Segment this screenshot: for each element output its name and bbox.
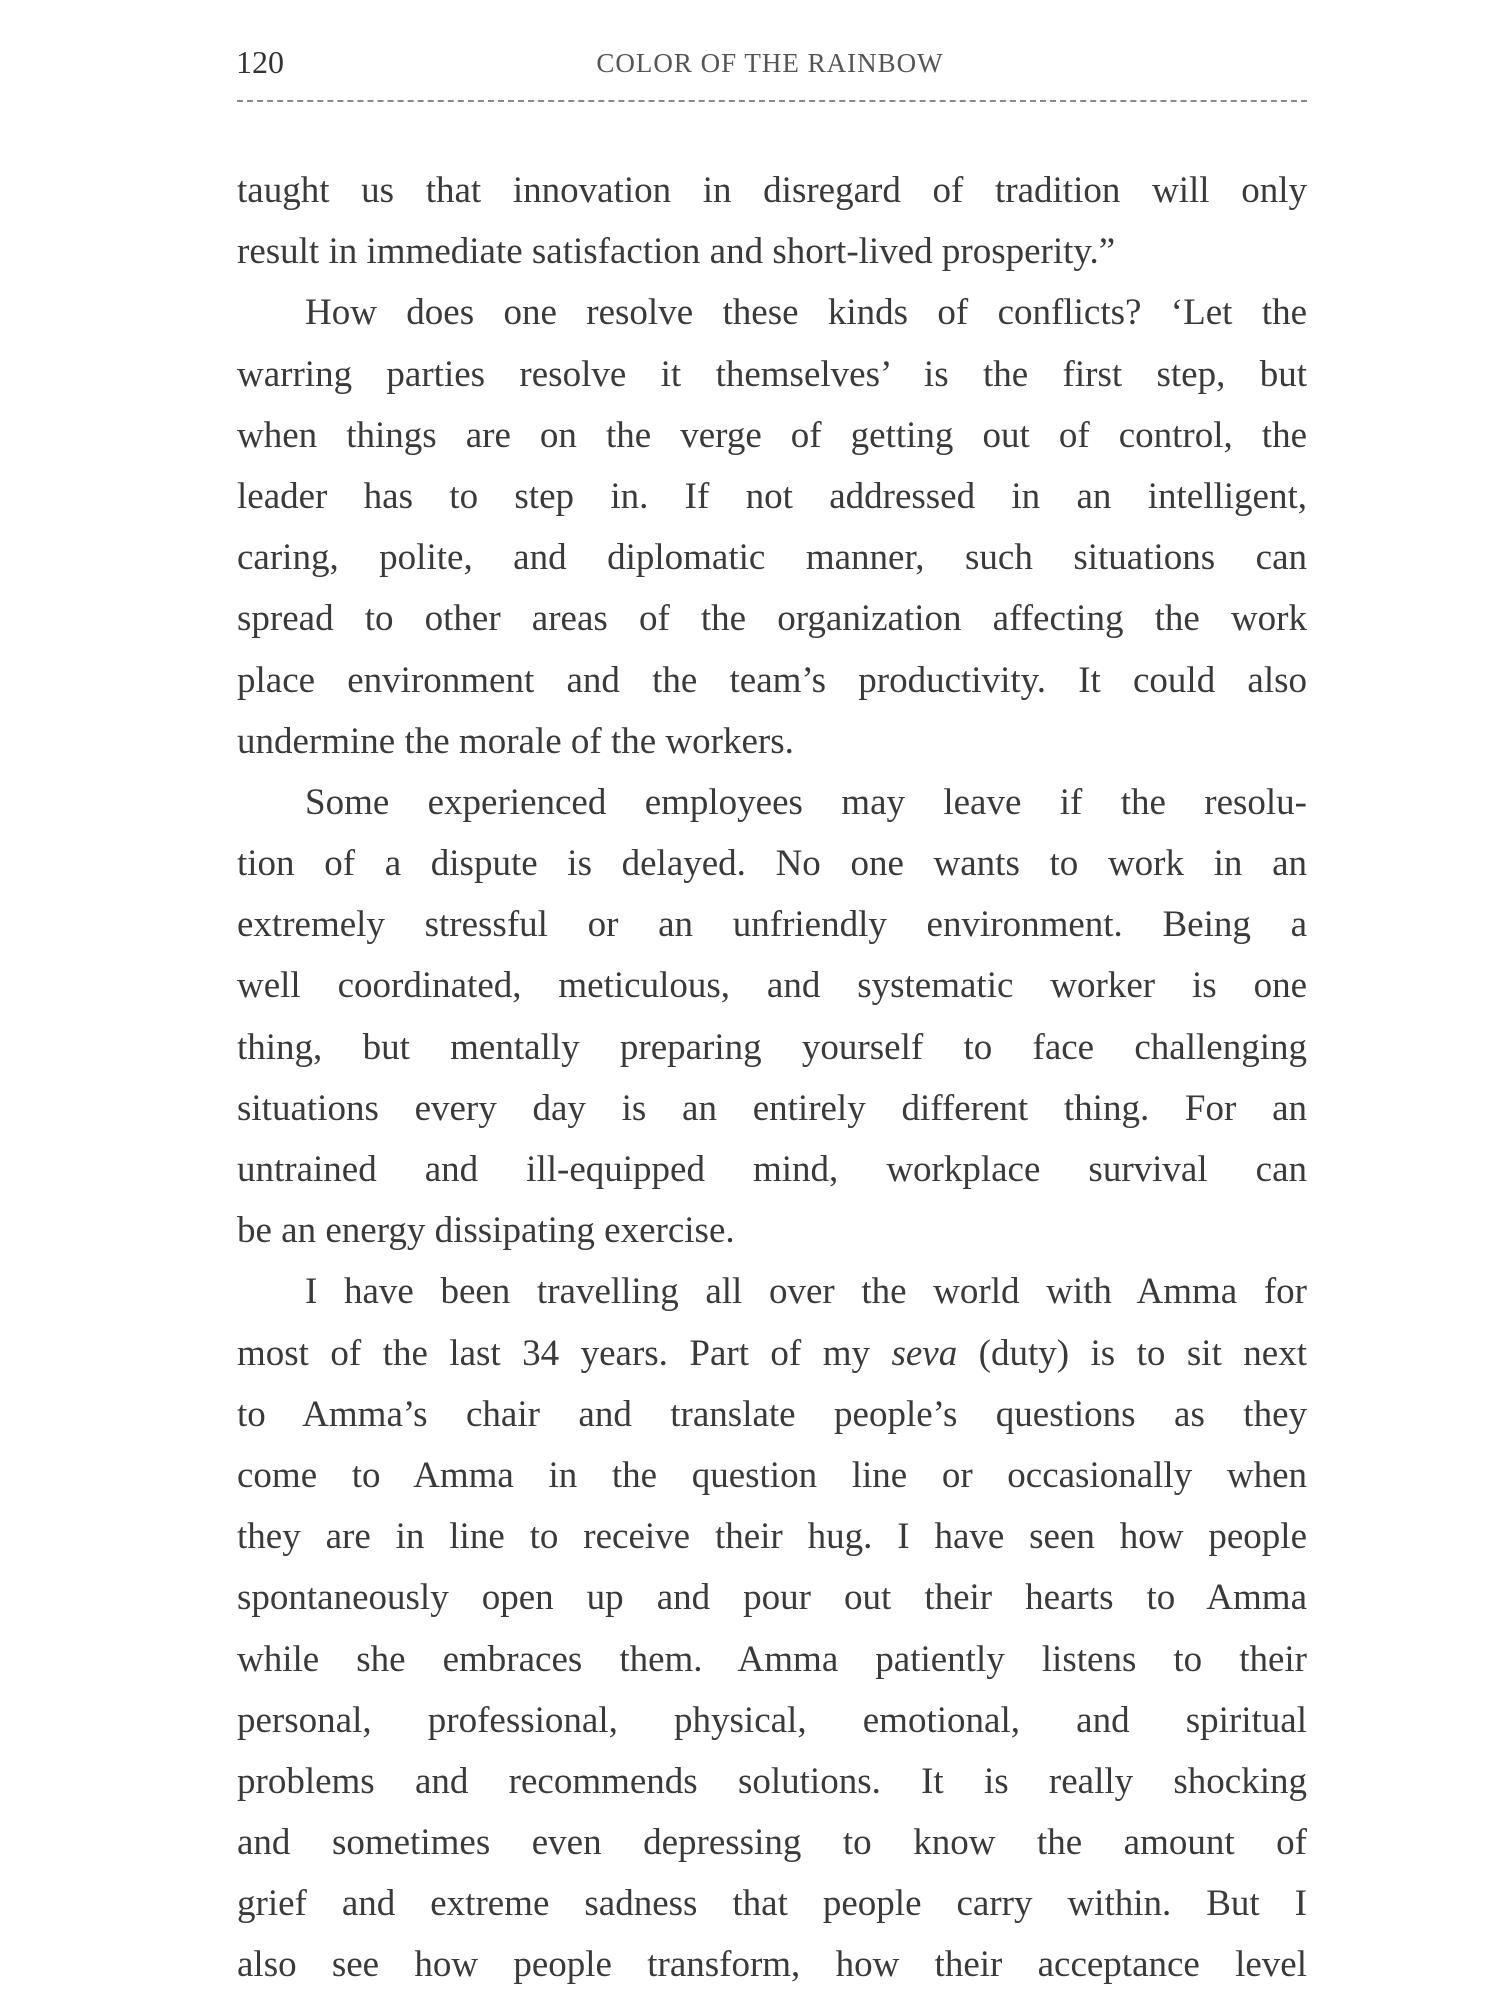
text-line (237, 588, 1307, 649)
text-segment: they are in line to receive their hug. I have seen how people (237, 1516, 1307, 1558)
text-line (237, 1323, 1307, 1384)
text-line (237, 894, 1307, 955)
text-segment: I have been travelling all over the world with Amma for (305, 1271, 1307, 1313)
text-line (237, 221, 1307, 282)
text-line (237, 772, 1307, 833)
italic-term: seva (891, 1332, 958, 1374)
text-segment: come to Amma in the question line or occasionally when (237, 1454, 1307, 1496)
text-segment: grief and extreme sadness that people carry within. But I (237, 1883, 1307, 1925)
text-segment: when things are on the verge of getting out of control, the (237, 414, 1307, 456)
page-number: 120 (236, 44, 284, 80)
text-segment: undermine the morale of the workers. (237, 720, 794, 762)
text-line (237, 527, 1307, 588)
text-line (237, 1078, 1307, 1139)
text-segment: while she embraces them. Amma patiently listens to their (237, 1638, 1307, 1680)
text-line (237, 405, 1307, 466)
text-segment: (duty) is to sit next (957, 1332, 1307, 1374)
text-segment: situations every day is an entirely different thing. For an (237, 1087, 1307, 1129)
text-line (237, 1200, 1307, 1261)
text-line (237, 344, 1307, 405)
text-line (237, 711, 1307, 772)
text-segment: caring, polite, and diplomatic manner, such situations can (237, 537, 1307, 579)
text-segment: leader has to step in. If not addressed in an intelligent, (237, 475, 1307, 517)
text-segment: Some experienced employees may leave if the resolu- (305, 781, 1307, 823)
text-segment: and sometimes even depressing to know the amount of (237, 1822, 1307, 1864)
text-segment: problems and recommends solutions. It is really shocking (237, 1760, 1307, 1802)
text-line (237, 1751, 1307, 1812)
text-segment: most of the last 34 years. Part of my (237, 1332, 892, 1374)
header-rule (237, 100, 1307, 102)
text-segment: extremely stressful or an unfriendly environment. Being a (237, 904, 1307, 946)
text-segment: spread to other areas of the organization affecting the work (237, 598, 1307, 640)
text-line (237, 1873, 1307, 1934)
text-line (237, 1690, 1307, 1751)
text-segment: personal, professional, physical, emotional, and spiritual (237, 1699, 1307, 1741)
text-segment: also see how people transform, how their acceptance level (237, 1944, 1307, 1986)
text-segment: untrained and ill-equipped mind, workplace survival can (237, 1149, 1307, 1190)
text-line (237, 1812, 1307, 1873)
text-segment: thing, but mentally preparing yourself to face challenging (237, 1026, 1307, 1068)
text-line (237, 1017, 1307, 1078)
text-line (237, 1934, 1307, 1995)
running-title: COLOR OF THE RAINBOW (596, 48, 944, 78)
body-text (237, 160, 1307, 1996)
text-segment: warring parties resolve it themselves’ is the first step, but (237, 353, 1307, 395)
text-line (237, 282, 1307, 343)
text-line (237, 1629, 1307, 1690)
text-line (237, 1261, 1307, 1322)
text-line (237, 1384, 1307, 1445)
text-segment: tion of a dispute is delayed. No one wants to work in an (237, 843, 1307, 885)
text-line (237, 1567, 1307, 1628)
text-segment: to Amma’s chair and translate people’s questions as they (237, 1393, 1307, 1435)
text-segment: taught us that innovation in disregard of tradition will only (237, 170, 1307, 211)
text-line (237, 833, 1307, 894)
text-segment: result in immediate satisfaction and short-lived prosperity.” (237, 231, 1116, 273)
text-line (237, 955, 1307, 1016)
text-segment: How does one resolve these kinds of conflicts? ‘Let the (305, 292, 1307, 334)
text-segment: spontaneously open up and pour out their hearts to Amma (237, 1577, 1307, 1619)
text-segment: place environment and the team’s productivity. It could also (237, 659, 1307, 701)
text-segment: be an energy dissipating exercise. (237, 1210, 735, 1252)
text-line (237, 1506, 1307, 1567)
text-line (237, 650, 1307, 711)
text-line (237, 466, 1307, 527)
text-line (237, 160, 1307, 221)
text-segment: well coordinated, meticulous, and systematic worker is one (237, 965, 1307, 1007)
text-line (237, 1139, 1307, 1200)
text-line (237, 1445, 1307, 1506)
